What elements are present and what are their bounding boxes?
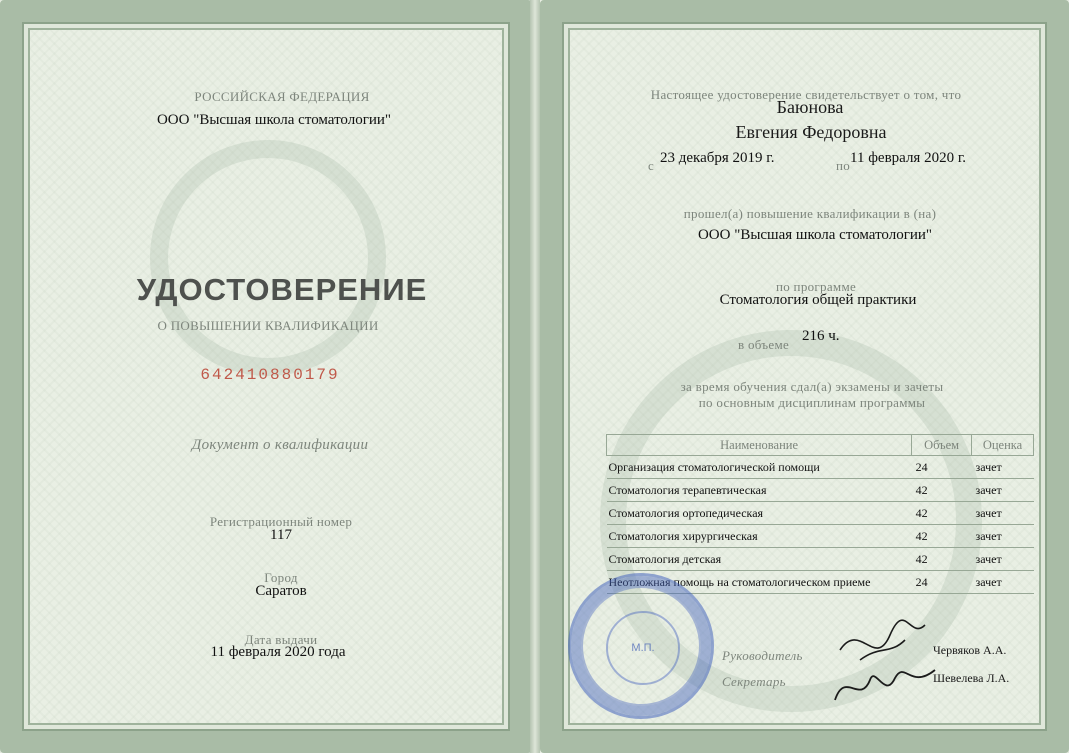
- watermark-emblem: [150, 140, 386, 376]
- discipline-hours: 42: [912, 548, 972, 571]
- discipline-hours: 24: [912, 571, 972, 594]
- document-subtitle: О ПОВЫШЕНИИ КВАЛИФИКАЦИИ: [157, 318, 379, 333]
- head-name: Червяков А.А.: [933, 643, 1007, 657]
- issue-date-label: Дата выдачи: [244, 632, 318, 647]
- secretary-label: Секретарь: [722, 674, 786, 689]
- header-volume: Объем: [912, 435, 972, 456]
- discipline-hours: 42: [912, 525, 972, 548]
- registration-label: Регистрационный номер: [209, 514, 353, 529]
- to-label: по: [836, 158, 851, 173]
- intro-text: Настоящее удостоверение свидетельствует о том, что: [650, 87, 962, 102]
- table-header-row: [607, 435, 1034, 456]
- discipline-grade: зачет: [972, 479, 1034, 502]
- registration-number: 117: [270, 527, 292, 543]
- signature-head: [830, 610, 940, 710]
- discipline-grade: зачет: [972, 456, 1034, 479]
- from-date: 23 декабря 2019 г.: [660, 150, 775, 166]
- passed-label: прошел(а) повышение квалификации в (на): [683, 206, 937, 221]
- discipline-grade: зачет: [972, 571, 1034, 594]
- city-value: Саратов: [255, 583, 307, 599]
- program-label: по программе: [775, 279, 857, 294]
- discipline-grade: зачет: [972, 548, 1034, 571]
- volume-value: 216 ч.: [802, 328, 840, 344]
- head-label: Руководитель: [722, 648, 803, 663]
- volume-label: в объеме: [738, 337, 790, 352]
- header-name: Наименование: [607, 435, 912, 456]
- to-date: 11 февраля 2020 г.: [850, 150, 967, 166]
- recipient-first-names: Евгения Федоровна: [735, 122, 887, 142]
- organization-stamp: [568, 573, 714, 719]
- right-organization: ООО "Высшая школа стоматологии": [697, 227, 933, 243]
- table-row: [607, 502, 1034, 525]
- discipline-hours: 42: [912, 479, 972, 502]
- table-row: [607, 548, 1034, 571]
- left-organization: ООО "Высшая школа стоматологии": [156, 112, 392, 128]
- book-spine: [530, 0, 540, 753]
- document-title: УДОСТОВЕРЕНИЕ: [136, 272, 428, 307]
- table-row: [607, 525, 1034, 548]
- recipient-last-name: Баюнова: [776, 97, 844, 117]
- stamp-core: [606, 611, 680, 685]
- secretary-name: Шевелева Л.А.: [933, 671, 1010, 685]
- discipline-name: Неотложная помощь на стоматологическом приеме: [607, 571, 912, 594]
- from-label: с: [648, 158, 655, 173]
- discipline-hours: 24: [912, 456, 972, 479]
- discipline-name: Организация стоматологической помощи: [607, 456, 912, 479]
- exams-line-2: по основным дисциплинам программы: [698, 395, 926, 410]
- discipline-name: Стоматология терапевтическая: [607, 479, 912, 502]
- table-row: [607, 456, 1034, 479]
- issue-date-value: 11 февраля 2020 года: [210, 644, 346, 660]
- stamp-text: М.П.: [631, 642, 655, 654]
- serial-number: 642410880179: [200, 366, 340, 384]
- disciplines-table: [606, 434, 1034, 594]
- discipline-grade: зачет: [972, 502, 1034, 525]
- discipline-name: Стоматология ортопедическая: [607, 502, 912, 525]
- city-label: Город: [264, 570, 298, 585]
- country-label: РОССИЙСКАЯ ФЕДЕРАЦИЯ: [194, 89, 370, 104]
- discipline-name: Стоматология детская: [607, 548, 912, 571]
- exams-line-1: за время обучения сдал(а) экзамены и зачеты: [680, 379, 944, 394]
- discipline-hours: 42: [912, 502, 972, 525]
- table-row: [607, 479, 1034, 502]
- discipline-name: Стоматология хирургическая: [607, 525, 912, 548]
- discipline-grade: зачет: [972, 525, 1034, 548]
- program-name: Стоматология общей практики: [719, 292, 917, 308]
- document-type: Документ о квалификации: [191, 437, 369, 453]
- header-grade: Оценка: [972, 435, 1034, 456]
